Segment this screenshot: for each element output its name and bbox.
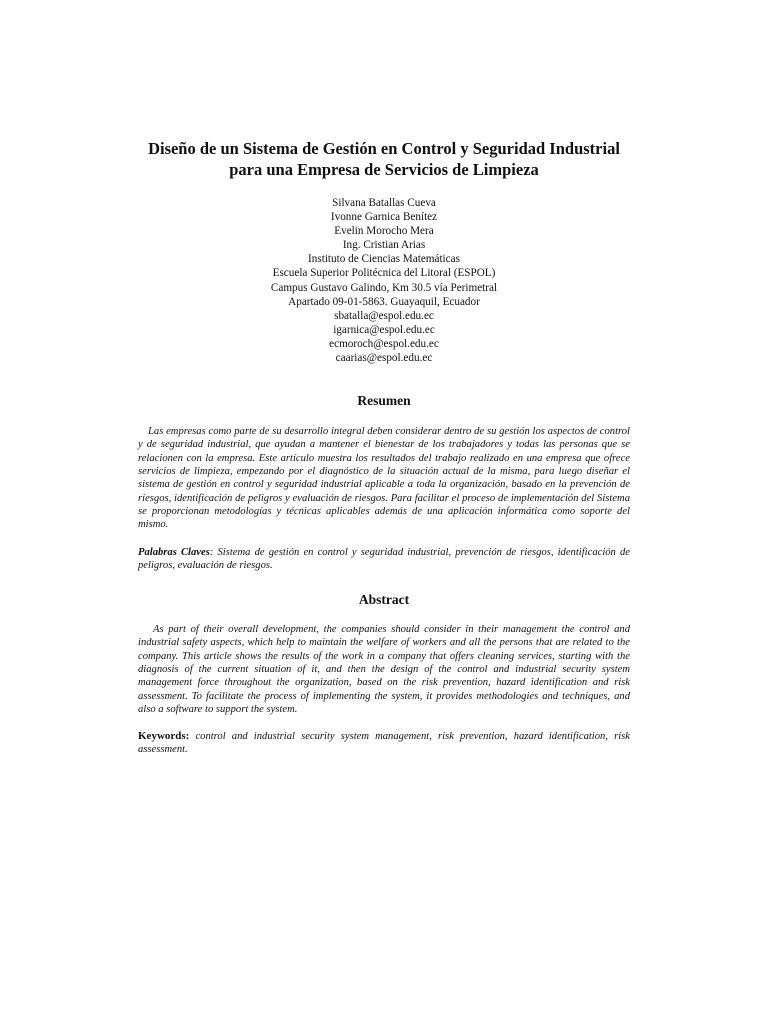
author-name: Ivonne Garnica Benítez (330, 211, 438, 224)
affiliation-address: Apartado 09-01-5863. Guayaquil, Ecuador (288, 295, 480, 308)
resumen-keywords (138, 546, 630, 573)
author-name: Evelin Morocho Mera (334, 225, 434, 238)
author-name: Silvana Batallas Cueva (332, 197, 436, 209)
abstract-keywords-label: Keywords: (138, 730, 190, 743)
affiliation-school: Escuela Superior Politécnica del Litoral (ESPOL) (272, 267, 496, 280)
resumen-keywords-text: : Sistema de gestión en control y seguridad industrial, prevención de riesgos, identificación de peligros, evaluación de riesgos. (138, 546, 630, 571)
resumen-heading: Resumen (357, 393, 411, 409)
author-email: igarnica@espol.edu.ec (333, 323, 435, 336)
author-name: Ing. Cristian Arias (342, 239, 426, 252)
abstract-keywords (138, 730, 630, 757)
paper-title (138, 138, 630, 180)
resumen-body: Las empresas como parte de su desarrollo integral deben considerar dentro de su gestión los aspectos de control y de seguridad industrial, que ayudan a mantener el bienestar de los trabajadores y todas las personas que se relacionen con la empresa. Este artículo muestra los resultados del trabajo realizado en una empresa que ofrece servicios de limpieza, empezando por el diagnóstico de la situación actual de la misma, para luego diseñar el sistema de gestión en control y seguridad industrial aplicable a toda la organización, basado en la prevención de riesgos, identificación de peligros y evaluación de riesgos. Para facilitar el proceso de implementación del Sistema se proporcionan metodologías y técnicas aplicables además de una aplicación informática como soporte del mismo. (138, 426, 630, 531)
abstract-heading: Abstract (358, 592, 410, 608)
resumen-keywords-label: Palabras Claves (138, 546, 210, 558)
abstract-body: As part of their overall development, the companies should consider in their management the control and industrial safety aspects, which help to maintain the welfare of workers and all the persons that are related to the company. This article shows the results of the work in a company that offers cleaning services, starting with the diagnosis of the current situation of it, and then the design of the control and industrial security system management force throughout the organization, based on the risk prevention, hazard identification and risk assessment. To facilitate the process of implementing the system, it provides methodologies and techniques, and also a software to support the system. (138, 624, 630, 715)
affiliation-institute: Instituto de Ciencias Matemáticas (308, 253, 460, 266)
paper-title-line-2: para una Empresa de Servicios de Limpieza (229, 160, 539, 179)
paper-title-line-1: Diseño de un Sistema de Gestión en Control y Seguridad Industrial (148, 139, 620, 158)
abstract-keywords-text: control and industrial security system management, risk prevention, hazard identification, risk assessment. (138, 731, 630, 756)
author-email: caarias@espol.edu.ec (335, 352, 433, 365)
author-block (138, 196, 630, 365)
affiliation-campus: Campus Gustavo Galindo, Km 30.5 vía Perimetral (270, 281, 498, 294)
author-email: sbatalla@espol.edu.ec (334, 309, 434, 322)
author-email: ecmoroch@espol.edu.ec (329, 337, 439, 350)
